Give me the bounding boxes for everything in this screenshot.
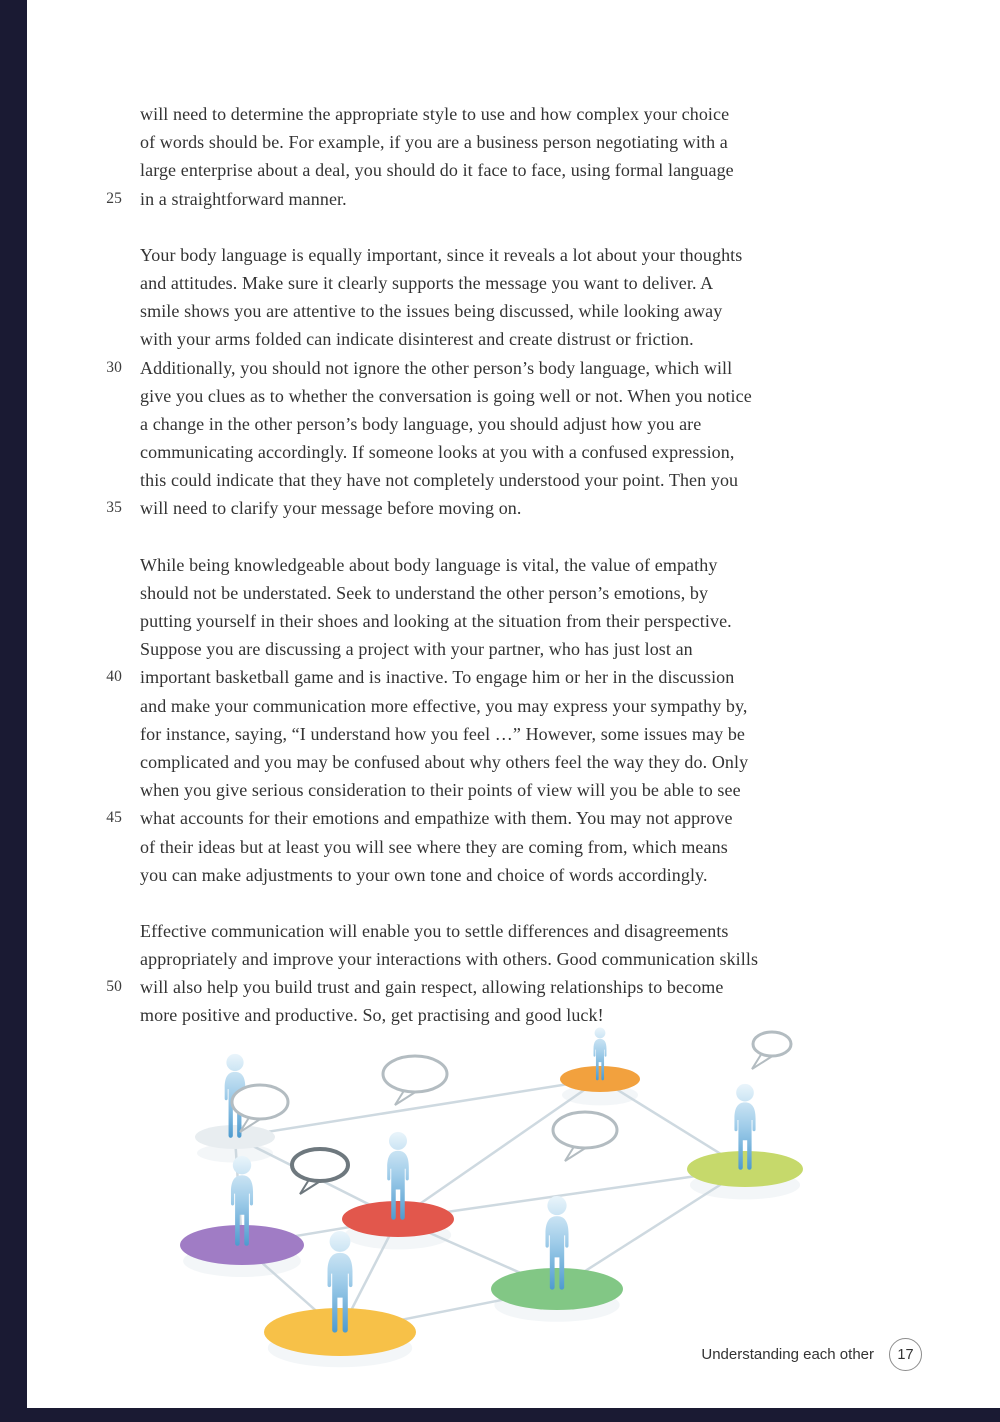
- page-footer: [701, 1338, 922, 1371]
- text-line: [0, 128, 1000, 156]
- line-text: what accounts for their emotions and empathize with them. You may not approve: [140, 808, 733, 829]
- line-text: with your arms folded can indicate disinterest and create distrust or friction.: [140, 329, 694, 350]
- text-line: [0, 833, 1000, 861]
- text-line: [0, 156, 1000, 184]
- network-node: [180, 1225, 304, 1265]
- body-text: [0, 100, 1000, 1058]
- line-number: 50: [106, 978, 122, 996]
- line-text: in a straightforward manner.: [140, 188, 347, 209]
- text-line: [0, 663, 1000, 691]
- line-text: and attitudes. Make sure it clearly supports the message you want to deliver. A: [140, 272, 714, 293]
- text-line: [0, 551, 1000, 579]
- line-number: 35: [106, 499, 122, 517]
- text-line: [0, 185, 1000, 213]
- line-number: 25: [106, 189, 122, 207]
- text-line: [0, 720, 1000, 748]
- line-text: appropriately and improve your interactions with others. Good communication skills: [140, 949, 759, 970]
- line-text: will need to determine the appropriate style to use and how complex your choice: [140, 104, 730, 124]
- network-node: [687, 1151, 803, 1187]
- text-line: [0, 635, 1000, 663]
- footer-section-title: Understanding each other: [701, 1346, 874, 1363]
- paragraph: [0, 100, 1000, 213]
- speech-bubble-icon: [553, 1112, 617, 1161]
- text-line: [0, 241, 1000, 269]
- speech-bubble-icon: [383, 1056, 447, 1105]
- text-line: [0, 100, 1000, 128]
- line-text: of their ideas but at least you will see where they are coming from, which means: [140, 836, 728, 857]
- network-lines: [235, 1079, 745, 1332]
- line-text: for instance, saying, “I understand how you feel …” However, some issues may be: [140, 723, 746, 744]
- paragraph: [0, 551, 1000, 889]
- line-number: 40: [106, 668, 122, 686]
- line-text: Effective communication will enable you to settle differences and disagreements: [140, 920, 729, 941]
- line-text: complicated and you may be confused about why others feel the way they do. Only: [140, 751, 749, 772]
- network-node: [264, 1308, 416, 1356]
- text-line: [0, 297, 1000, 325]
- text-line: [0, 354, 1000, 382]
- line-text: While being knowledgeable about body language is vital, the value of empathy: [140, 554, 718, 575]
- speech-bubble-icon: [752, 1032, 791, 1069]
- text-line: [0, 382, 1000, 410]
- text-line: [0, 269, 1000, 297]
- line-text: this could indicate that they have not completely understood your point. Then you: [140, 470, 739, 491]
- line-text: important basketball game and is inactive. To engage him or her in the discussion: [140, 667, 735, 688]
- speech-bubble-icon: [292, 1149, 348, 1194]
- line-text: will need to clarify your message before moving on.: [140, 498, 522, 519]
- line-text: more positive and productive. So, get practising and good luck!: [140, 1005, 604, 1026]
- line-text: will also help you build trust and gain respect, allowing relationships to become: [140, 977, 724, 998]
- network-node: [342, 1201, 454, 1237]
- text-line: [0, 861, 1000, 889]
- text-line: [0, 945, 1000, 973]
- line-text: when you give serious consideration to their points of view will you be able to see: [140, 780, 741, 801]
- line-text: smile shows you are attentive to the issues being discussed, while looking away: [140, 301, 723, 322]
- line-text: a change in the other person’s body language, you should adjust how you are: [140, 413, 702, 434]
- line-text: large enterprise about a deal, you should do it face to face, using formal language: [140, 160, 734, 181]
- text-line: [0, 804, 1000, 832]
- line-text: give you clues as to whether the conversation is going well or not. When you notice: [140, 385, 752, 406]
- line-text: of words should be. For example, if you are a business person negotiating with a: [140, 132, 728, 153]
- line-text: Additionally, you should not ignore the other person’s body language, which will: [140, 357, 733, 378]
- line-text: you can make adjustments to your own tone and choice of words accordingly.: [140, 864, 708, 885]
- paragraph: [0, 241, 1000, 523]
- text-line: [0, 748, 1000, 776]
- text-line: [0, 776, 1000, 804]
- network-node: [491, 1268, 623, 1310]
- line-text: Your body language is equally important, since it reveals a lot about your thoughts: [140, 244, 743, 265]
- page-number: 17: [897, 1346, 914, 1363]
- text-line: [0, 917, 1000, 945]
- network-node: [560, 1066, 640, 1092]
- text-line: [0, 494, 1000, 522]
- text-line: [0, 607, 1000, 635]
- line-number: 45: [106, 809, 122, 827]
- line-text: Suppose you are discussing a project with your partner, who has just lost an: [140, 639, 693, 660]
- page-number-badge: [889, 1338, 922, 1371]
- line-number: 30: [106, 358, 122, 376]
- text-line: [0, 973, 1000, 1001]
- line-text: should not be understated. Seek to understand the other person’s emotions, by: [140, 582, 709, 603]
- text-line: [0, 410, 1000, 438]
- line-text: putting yourself in their shoes and looking at the situation from their perspective.: [140, 611, 732, 631]
- network-link: [398, 1079, 600, 1219]
- text-line: [0, 579, 1000, 607]
- text-line: [0, 438, 1000, 466]
- text-line: [0, 466, 1000, 494]
- line-text: and make your communication more effective, you may express your sympathy by,: [140, 695, 748, 716]
- paragraph: [0, 917, 1000, 1030]
- line-text: communicating accordingly. If someone looks at you with a confused expression,: [140, 442, 735, 463]
- network-node: [195, 1125, 275, 1149]
- text-line: [0, 325, 1000, 353]
- text-line: [0, 692, 1000, 720]
